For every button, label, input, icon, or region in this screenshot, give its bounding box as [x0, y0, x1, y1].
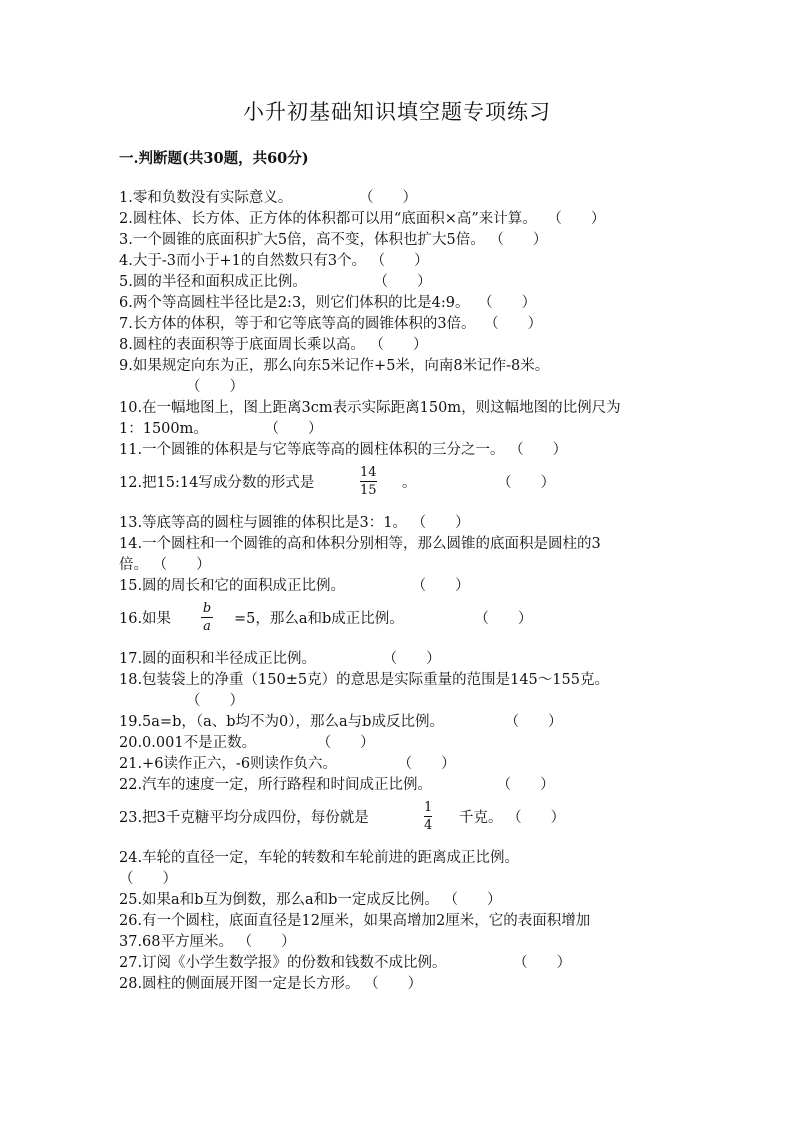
question-23	[119, 806, 369, 827]
question-21	[119, 752, 456, 773]
question-15	[119, 574, 470, 595]
answer-bracket[interactable]: （ ）	[364, 976, 423, 992]
question-text-tail: =5，那么a和b成正比例。	[234, 611, 404, 627]
fraction-numerator: b	[202, 601, 212, 616]
question-14-line-2	[119, 553, 211, 574]
question-text: 18.包装袋上的净重（150±5克）的意思是实际重量的范围是145～155克。	[119, 672, 609, 688]
fraction-b-over-a	[201, 601, 213, 634]
question-28	[119, 972, 422, 993]
question-text: 27.订阅《小学生数学报》的份数和钱数不成比例。	[119, 955, 447, 971]
question-12	[119, 471, 314, 492]
page-title: 小升初基础知识填空题专项练习	[243, 100, 551, 124]
question-text: 1.零和负数没有实际意义。	[119, 190, 293, 206]
question-text: 12.把15:14写成分数的形式是	[119, 475, 315, 491]
question-text: 5.圆的半径和面积成正比例。	[119, 274, 307, 290]
question-text: 14.一个圆柱和一个圆锥的高和体积分别相等，那么圆锥的底面积是圆柱的3	[119, 536, 601, 552]
fraction-numerator: 14	[360, 465, 377, 480]
fraction-14-15	[360, 465, 377, 498]
answer-bracket[interactable]: （ ）	[358, 190, 417, 206]
question-text: 9.如果规定向东为正，那么向东5米记作+5米，向南8米记作-8米。	[119, 358, 550, 374]
answer-bracket[interactable]: （ ）	[411, 515, 470, 531]
question-text: 23.把3千克糖平均分成四份，每份就是	[119, 810, 369, 826]
question-12-tail	[402, 471, 555, 492]
fraction-denominator: 4	[424, 818, 433, 833]
answer-bracket[interactable]: （ ）	[264, 421, 323, 437]
question-11	[119, 438, 567, 459]
answer-bracket[interactable]: （ ）	[373, 274, 432, 290]
question-20	[119, 731, 375, 752]
answer-bracket[interactable]: （ ）	[509, 442, 568, 458]
answer-bracket[interactable]: （ ）	[497, 475, 556, 491]
question-text: 20.0.001不是正数。	[119, 735, 257, 751]
question-5	[119, 270, 431, 291]
question-text: 19.5a=b，（a、b均不为0），那么a与b成反比例。	[119, 714, 444, 730]
question-22	[119, 773, 555, 794]
question-13	[119, 511, 470, 532]
answer-bracket[interactable]: （ ）	[484, 316, 543, 332]
question-text: 13.等底等高的圆柱与圆锥的体积比是3：1。	[119, 515, 408, 531]
answer-bracket[interactable]: （ ）	[186, 693, 244, 709]
fraction-bar	[201, 617, 213, 618]
answer-bracket[interactable]: （ ）	[504, 714, 563, 730]
answer-bracket[interactable]: （ ）	[370, 253, 429, 269]
question-18-bracket-line	[186, 689, 244, 710]
question-27	[119, 951, 571, 972]
question-24	[119, 846, 519, 867]
question-text: 17.圆的面积和半径成正比例。	[119, 651, 317, 667]
answer-bracket[interactable]: （ ）	[397, 756, 456, 772]
question-text-continued: 1：1500m。	[119, 421, 208, 437]
answer-bracket[interactable]: （ ）	[507, 810, 566, 826]
question-text-tail: 千克。	[459, 810, 503, 826]
question-1	[119, 186, 417, 207]
question-10-line-2	[119, 417, 323, 438]
question-8	[119, 333, 427, 354]
fraction-bar	[360, 481, 377, 482]
answer-bracket[interactable]: （ ）	[411, 578, 470, 594]
fraction-numerator: 1	[424, 800, 433, 815]
question-7	[119, 312, 542, 333]
question-text: 7.长方体的体积，等于和它等底等高的圆锥体积的3倍。	[119, 316, 476, 332]
answer-bracket[interactable]: （ ）	[489, 232, 548, 248]
question-text: 15.圆的周长和它的面积成正比例。	[119, 578, 346, 594]
question-3	[119, 228, 547, 249]
question-9-bracket-line	[186, 375, 244, 396]
answer-bracket[interactable]: （ ）	[186, 379, 244, 395]
question-text: 25.如果a和b互为倒数，那么a和b一定成反比例。	[119, 892, 439, 908]
question-text: 16.如果	[119, 611, 172, 627]
question-26	[119, 909, 590, 930]
answer-bracket[interactable]: （ ）	[369, 337, 428, 353]
question-text-tail: 。	[402, 475, 417, 491]
fraction-bar	[424, 816, 432, 817]
question-26-line-2	[119, 930, 296, 951]
answer-bracket[interactable]: （ ）	[513, 955, 572, 971]
question-text: 3.一个圆锥的底面积扩大5倍，高不变，体积也扩大5倍。	[119, 232, 485, 248]
question-16	[119, 607, 171, 628]
question-24-bracket-line	[119, 867, 177, 888]
answer-bracket[interactable]: （ ）	[474, 611, 533, 627]
answer-bracket[interactable]: （ ）	[478, 295, 537, 311]
question-10	[119, 396, 621, 417]
answer-bracket[interactable]: （ ）	[382, 651, 441, 667]
question-17	[119, 647, 441, 668]
section-heading: 一.判断题(共30题，共60分)	[119, 150, 309, 167]
question-text: 6.两个等高圆柱半径比是2:3，则它们体积的比是4:9。	[119, 295, 470, 311]
answer-bracket[interactable]: （ ）	[547, 211, 606, 227]
question-14	[119, 532, 601, 553]
question-text: 4.大于-3而小于+1的自然数只有3个。	[119, 253, 367, 269]
question-text: 24.车轮的直径一定，车轮的转数和车轮前进的距离成正比例。	[119, 850, 520, 866]
question-text: 22.汽车的速度一定，所行路程和时间成正比例。	[119, 777, 433, 793]
answer-bracket[interactable]: （ ）	[237, 934, 296, 950]
question-19	[119, 710, 563, 731]
question-25	[119, 888, 502, 909]
fraction-1-4	[424, 800, 432, 833]
question-text: 8.圆柱的表面积等于底面周长乘以高。	[119, 337, 365, 353]
question-text-continued: 倍。	[119, 557, 148, 573]
answer-bracket[interactable]: （ ）	[119, 871, 177, 887]
question-16-tail	[234, 607, 532, 628]
answer-bracket[interactable]: （ ）	[496, 777, 555, 793]
answer-bracket[interactable]: （ ）	[316, 735, 375, 751]
question-text-continued: 37.68平方厘米。	[119, 934, 234, 950]
question-text: 11.一个圆锥的体积是与它等底等高的圆柱体积的三分之一。	[119, 442, 505, 458]
question-23-tail	[459, 806, 565, 827]
answer-bracket[interactable]: （ ）	[443, 892, 502, 908]
fraction-denominator: 15	[360, 483, 377, 498]
question-text: 2.圆柱体、长方体、正方体的体积都可以用“底面积×高”来计算。	[119, 211, 537, 227]
question-text: 10.在一幅地图上，图上距离3cm表示实际距离150m，则这幅地图的比例尺为	[119, 400, 621, 416]
question-text: 21.+6读作正六，-6则读作负六。	[119, 756, 338, 772]
question-2	[119, 207, 605, 228]
question-18	[119, 668, 609, 689]
fraction-denominator: a	[203, 619, 211, 634]
question-9	[119, 354, 549, 375]
question-4	[119, 249, 429, 270]
question-6	[119, 291, 536, 312]
question-text: 26.有一个圆柱，底面直径是12厘米，如果高增加2厘米，它的表面积增加	[119, 913, 591, 929]
answer-bracket[interactable]: （ ）	[152, 557, 211, 573]
question-text: 28.圆柱的侧面展开图一定是长方形。	[119, 976, 360, 992]
